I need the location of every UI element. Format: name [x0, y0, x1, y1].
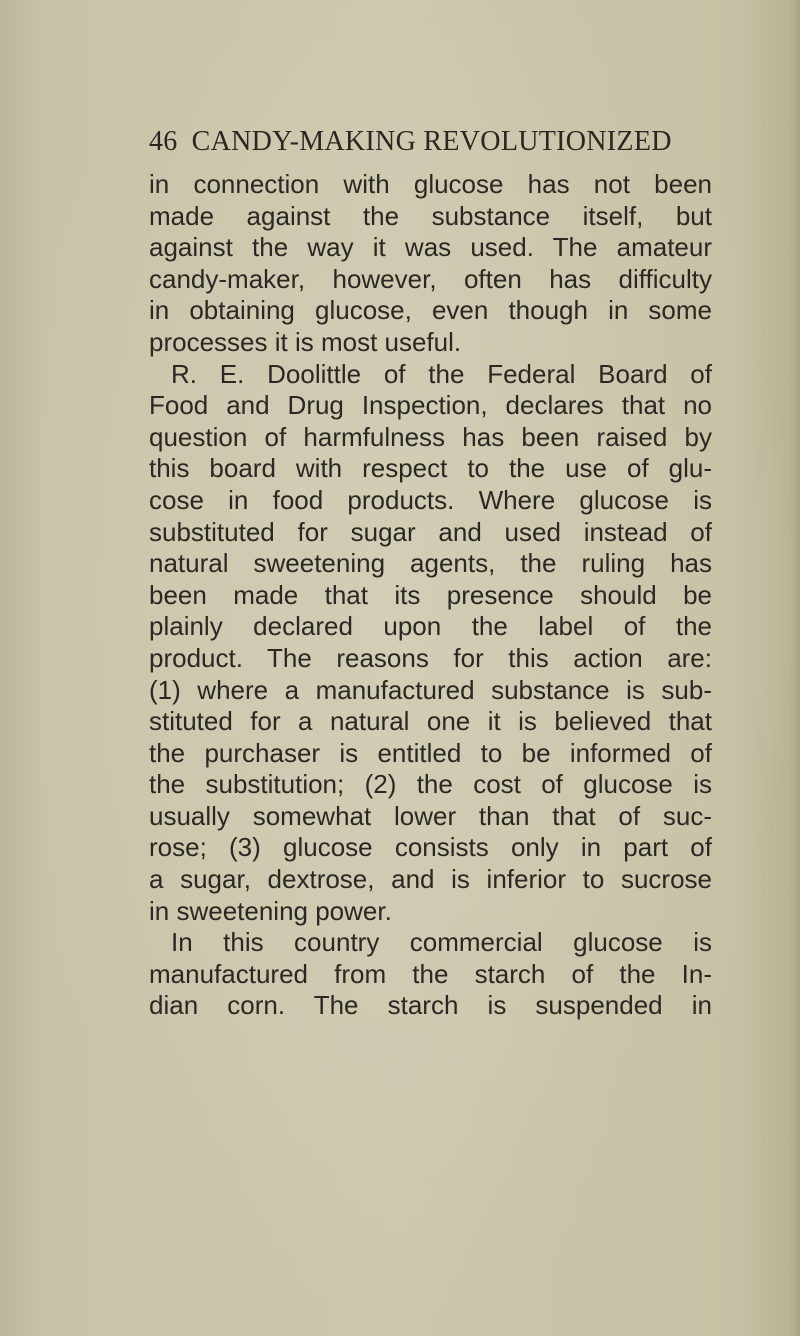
text-line: in connection with glucose has not been — [149, 169, 712, 199]
text-line: against the way it was used. The amateur — [149, 232, 712, 263]
text-line: stituted for a natural one it is believed that — [149, 706, 712, 737]
running-title: CANDY-MAKING REVOLUTIONIZED — [191, 126, 672, 157]
text-line: made against the substance itself, but — [149, 200, 712, 231]
page-number: 46 — [149, 126, 178, 157]
text-line: plainly declared upon the label of the — [149, 611, 712, 642]
text-line: question of harmfulness has been raised by — [149, 421, 712, 452]
text-line: Food and Drug Inspection, declares that no — [149, 390, 712, 421]
page-edge-shadow — [790, 0, 800, 1336]
text-line: rose; (3) glucose consists only in part of — [149, 832, 712, 863]
text-line: In this country commercial glucose is — [171, 927, 712, 958]
text-line: in obtaining glucose, even though in some — [149, 295, 712, 326]
text-line: usually somewhat lower than that of suc- — [149, 800, 712, 831]
text-line: R. E. Doolittle of the Federal Board of — [171, 358, 712, 389]
text-line: the purchaser is entitled to be informed of — [149, 737, 712, 768]
text-line: this board with respect to the use of glu- — [149, 453, 712, 484]
text-line: processes it is most useful. — [149, 326, 462, 357]
text-line: been made that its presence should be — [149, 579, 712, 610]
text-line: in sweetening power. — [149, 895, 392, 926]
text-line: cose in food products. Where glucose is — [149, 484, 712, 515]
text-line: dian corn. The starch is suspended in — [149, 990, 712, 1021]
running-header — [149, 126, 672, 158]
text-line: candy-maker, however, often has difficulty — [149, 263, 712, 294]
text-line: natural sweetening agents, the ruling has — [149, 548, 712, 579]
body-text — [149, 169, 712, 1022]
text-line: manufactured from the starch of the In- — [149, 958, 712, 989]
text-line: substituted for sugar and used instead of — [149, 516, 712, 547]
text-line: a sugar, dextrose, and is inferior to sucrose — [149, 864, 712, 895]
text-line: (1) where a manufactured substance is sub- — [149, 674, 712, 705]
text-line: the substitution; (2) the cost of glucose is — [149, 769, 712, 800]
text-line: product. The reasons for this action are: — [149, 642, 712, 673]
